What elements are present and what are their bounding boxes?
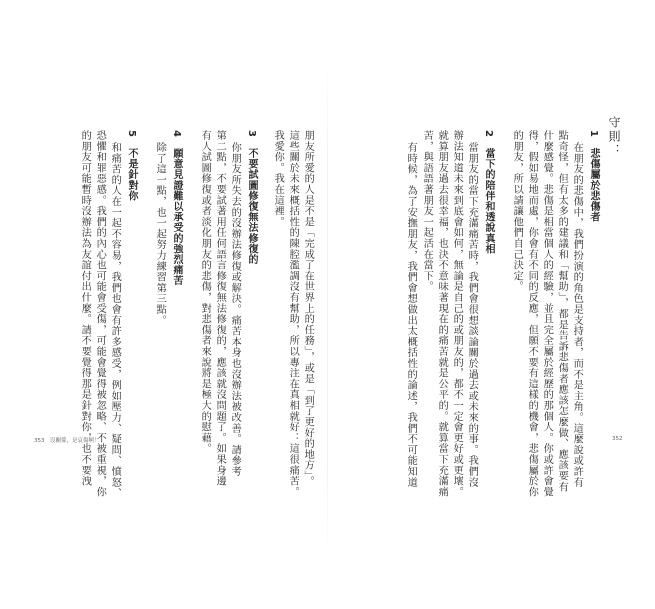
- page-number-left: 353 沒關係，是哀傷啊！: [34, 438, 100, 444]
- text-line: 得，假如易地而處，你會有不同的反應，但願不要有這樣的機會，悲傷屬於你: [526, 130, 538, 498]
- text-line: 什麼感覺。悲傷是相當個人的經驗，並且完全屬於經歷的那個人。你或許會覺: [541, 130, 553, 498]
- text-line: 點奇怪，但有太多的建議和「幫助」，都是告訴悲傷者應該怎麼做、應該要有: [556, 130, 568, 493]
- text-line: 有時候，為了安撫朋友，我們會想做出太概括性的論述，我們不可能知道: [405, 142, 417, 488]
- text-line: 和痛苦的人在一起不容易，我們也會有許多感受，例如壓力、疑問、憤怒、: [109, 142, 121, 499]
- text-line: 當朋友的當下充滿痛苦時，我們會很想談論關於過去或未來的事。我們沒: [466, 142, 478, 488]
- page-number-right: 352: [612, 436, 623, 442]
- text-line: 在朋友的悲傷中，我們扮演的角色是支持者，而不是主角。這麼說或許有: [571, 142, 583, 488]
- text-line: 苦，與語語著朋友一起活在當下。: [421, 130, 433, 292]
- text-line: 有人試圖修復或者淡化朋友的悲傷，對悲傷者來說將是極大的慰藉。: [199, 130, 211, 454]
- text-line: 恐懼和罪惡感。我們的內心也可能會受傷，可能會覺得被忽略、不被重視，你: [94, 130, 106, 498]
- text-line: 的朋友，所以請讓他們自己決定。: [511, 130, 523, 292]
- page-gutter: [327, 60, 328, 560]
- page-title: 守則：: [607, 116, 621, 158]
- text-line: 第二點，不要試著用任何語言修復無法修復的，應該就沒問題了。如果身邊: [214, 130, 226, 487]
- text-line: 就算朋友過去很幸福，也決不意味著現在的痛苦就是公平的。就算當下充滿痛: [436, 130, 448, 498]
- section-heading-2: 2 當下的陪伴和透說真相: [483, 130, 494, 255]
- text-line: 除了這一點，也一起努力練習第三點。: [154, 142, 166, 326]
- section-heading-1: 1 悲傷屬於悲傷者: [588, 130, 599, 223]
- text-line: 這些關於未來概括性的陳腔濫調沒有幫助，所以專注在真相就好：這很痛苦。: [287, 130, 299, 498]
- text-line: 的朋友可能暫時沒辦法為友誼付出什麼。請不要覺得那是針對你，也不要洩: [79, 130, 91, 487]
- text-line: 朋友所愛的人是不是「完成了在世界上的任務」，或是「到了更好的地方」。: [302, 130, 314, 487]
- section-heading-5: 5 不是針對你: [126, 130, 137, 202]
- text-line: 辦法知道未來到底會如何，無論是自己的或朋友的，都不一定會更好或更壞。: [451, 130, 463, 498]
- text-line: 你朋友所失去的沒辦法修復或解決。痛苦本身也沒辦法被改善。請參考: [229, 142, 241, 477]
- section-heading-3: 3 不要試圖修復無法修復的: [246, 130, 257, 265]
- section-heading-4: 4 願意見證難以承受的強烈痛苦: [171, 130, 182, 286]
- text-line: 我愛你。我在這裡。: [272, 130, 284, 228]
